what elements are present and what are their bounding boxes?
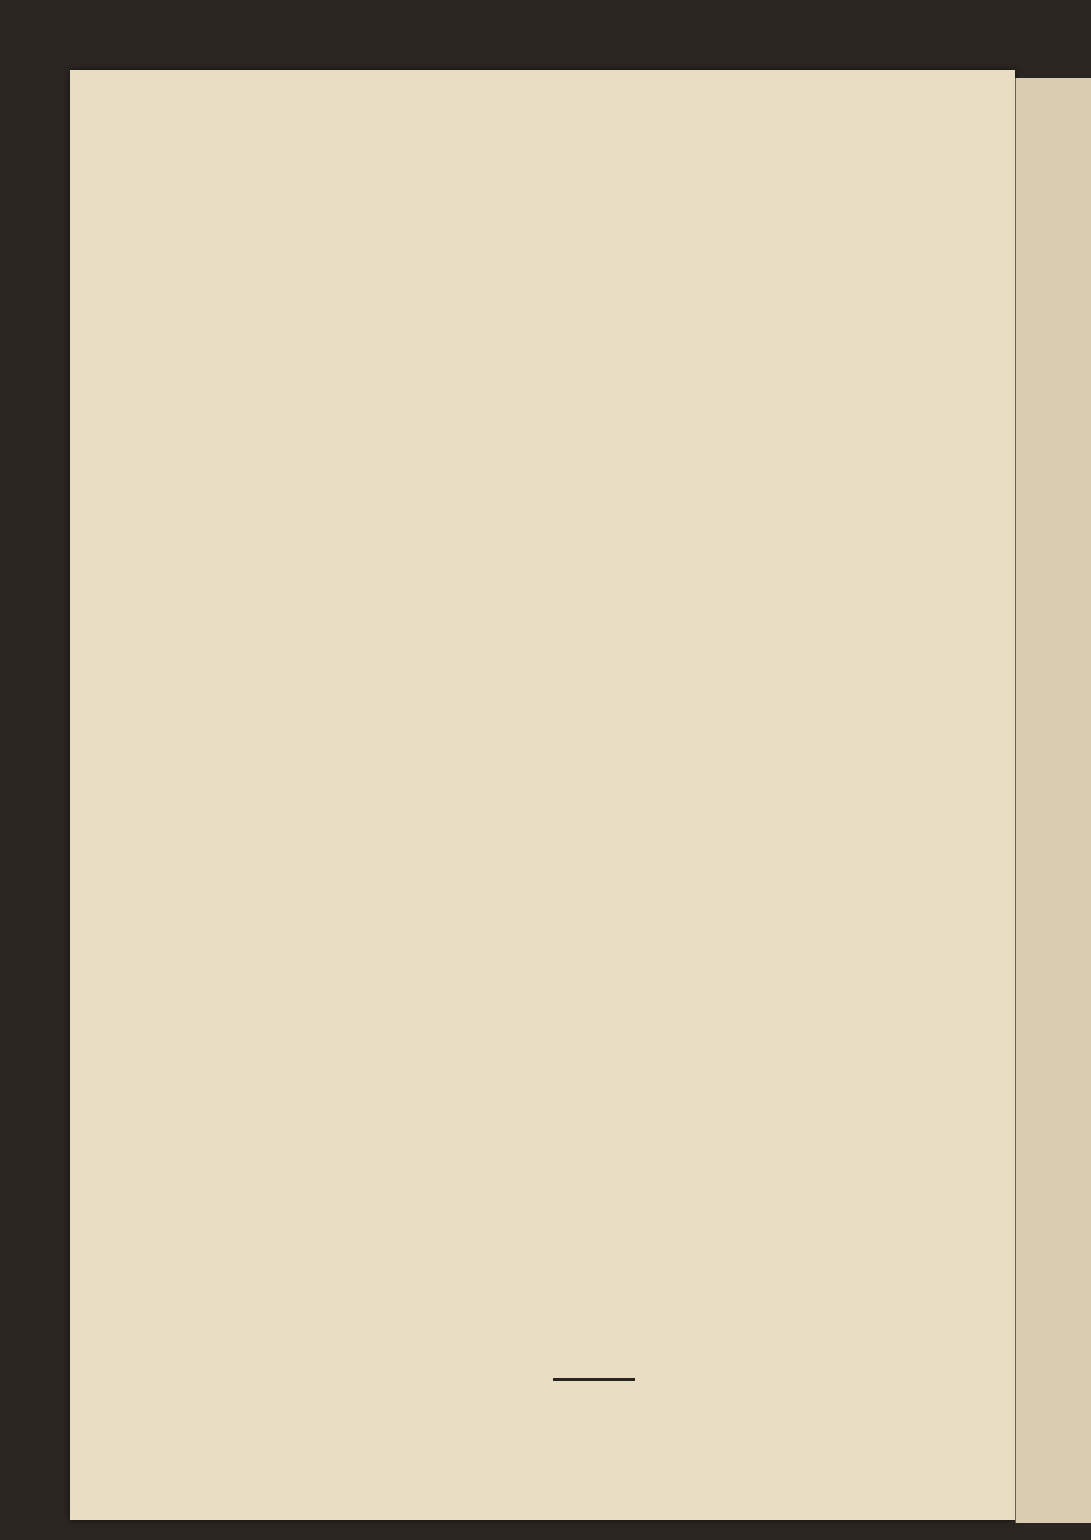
adjacent-page-edge: [1015, 78, 1091, 1523]
document-page: [70, 70, 1015, 1520]
end-rule: [553, 1378, 635, 1381]
